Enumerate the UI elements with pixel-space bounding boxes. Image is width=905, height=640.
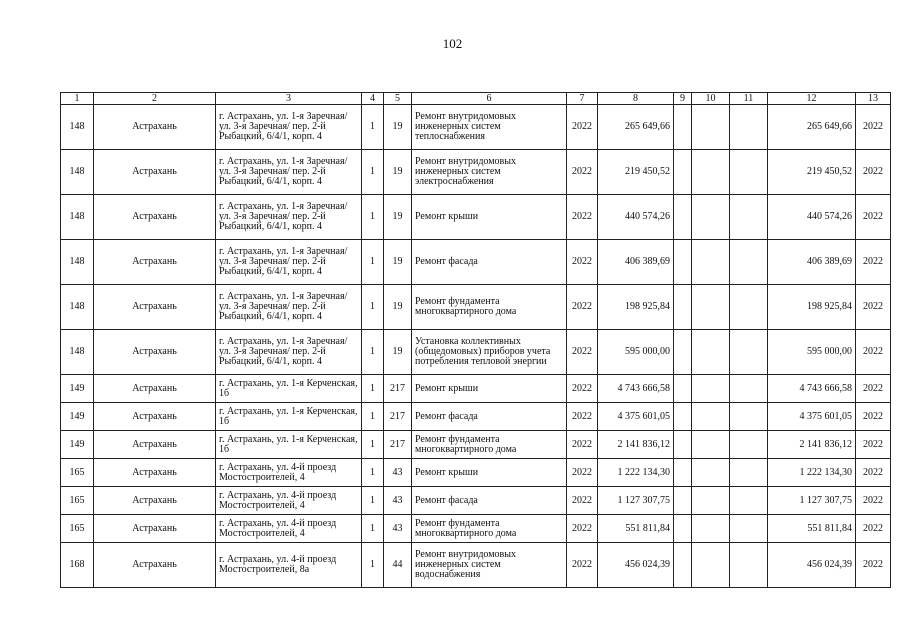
empty-cell	[674, 403, 692, 431]
empty-cell	[692, 403, 730, 431]
empty-cell	[730, 105, 768, 150]
work-type-cell: Ремонт фасада	[412, 403, 567, 431]
cost-cell: 551 811,84	[598, 515, 674, 543]
table-row	[61, 515, 891, 543]
completion-year-cell: 2022	[856, 403, 891, 431]
address-cell: г. Астрахань, ул. 4-й проезд Мостостроителей, 4	[216, 487, 362, 515]
empty-cell	[692, 515, 730, 543]
empty-cell	[674, 543, 692, 588]
row-number-cell: 149	[61, 431, 94, 459]
row-number-cell: 165	[61, 459, 94, 487]
year-cell: 2022	[567, 195, 598, 240]
work-type-cell: Ремонт фундамента многоквартирного дома	[412, 431, 567, 459]
empty-cell	[674, 431, 692, 459]
total-cost-cell: 265 649,66	[768, 105, 856, 150]
table-row	[61, 195, 891, 240]
building-count-cell: 1	[362, 240, 384, 285]
column-header: 7	[567, 93, 598, 105]
unit-count-cell: 43	[384, 459, 412, 487]
table-row	[61, 431, 891, 459]
total-cost-cell: 595 000,00	[768, 330, 856, 375]
total-cost-cell: 4 743 666,58	[768, 375, 856, 403]
table-row	[61, 487, 891, 515]
empty-cell	[674, 240, 692, 285]
table-row	[61, 375, 891, 403]
table-row	[61, 240, 891, 285]
cost-cell: 1 127 307,75	[598, 487, 674, 515]
empty-cell	[730, 515, 768, 543]
empty-cell	[674, 150, 692, 195]
building-count-cell: 1	[362, 543, 384, 588]
unit-count-cell: 19	[384, 195, 412, 240]
row-number-cell: 148	[61, 150, 94, 195]
empty-cell	[730, 459, 768, 487]
city-cell: Астрахань	[94, 150, 216, 195]
address-cell: г. Астрахань, ул. 1-я Керченская, 1б	[216, 431, 362, 459]
city-cell: Астрахань	[94, 403, 216, 431]
empty-cell	[692, 285, 730, 330]
empty-cell	[692, 150, 730, 195]
unit-count-cell: 19	[384, 240, 412, 285]
empty-cell	[730, 150, 768, 195]
completion-year-cell: 2022	[856, 330, 891, 375]
total-cost-cell: 456 024,39	[768, 543, 856, 588]
column-header: 4	[362, 93, 384, 105]
work-type-cell: Ремонт внутридомовых инженерных систем водоснабжения	[412, 543, 567, 588]
year-cell: 2022	[567, 543, 598, 588]
work-type-cell: Ремонт фундамента многоквартирного дома	[412, 285, 567, 330]
empty-cell	[692, 487, 730, 515]
empty-cell	[730, 240, 768, 285]
empty-cell	[692, 431, 730, 459]
year-cell: 2022	[567, 431, 598, 459]
city-cell: Астрахань	[94, 459, 216, 487]
cost-cell: 406 389,69	[598, 240, 674, 285]
cost-cell: 4 375 601,05	[598, 403, 674, 431]
work-type-cell: Ремонт фасада	[412, 487, 567, 515]
completion-year-cell: 2022	[856, 459, 891, 487]
city-cell: Астрахань	[94, 330, 216, 375]
empty-cell	[730, 375, 768, 403]
building-count-cell: 1	[362, 195, 384, 240]
unit-count-cell: 43	[384, 487, 412, 515]
column-header: 8	[598, 93, 674, 105]
year-cell: 2022	[567, 459, 598, 487]
empty-cell	[692, 459, 730, 487]
city-cell: Астрахань	[94, 375, 216, 403]
empty-cell	[730, 543, 768, 588]
completion-year-cell: 2022	[856, 195, 891, 240]
empty-cell	[674, 375, 692, 403]
unit-count-cell: 19	[384, 285, 412, 330]
table-row	[61, 285, 891, 330]
table-row	[61, 105, 891, 150]
city-cell: Астрахань	[94, 431, 216, 459]
empty-cell	[674, 105, 692, 150]
empty-cell	[692, 195, 730, 240]
empty-cell	[692, 105, 730, 150]
table-row	[61, 403, 891, 431]
total-cost-cell: 2 141 836,12	[768, 431, 856, 459]
empty-cell	[730, 195, 768, 240]
building-count-cell: 1	[362, 459, 384, 487]
empty-cell	[730, 285, 768, 330]
cost-cell: 4 743 666,58	[598, 375, 674, 403]
building-count-cell: 1	[362, 150, 384, 195]
year-cell: 2022	[567, 150, 598, 195]
total-cost-cell: 1 222 134,30	[768, 459, 856, 487]
city-cell: Астрахань	[94, 105, 216, 150]
address-cell: г. Астрахань, ул. 1-я Заречная/ ул. 3-я Заречная/ пер. 2-й Рыбацкий, 6/4/1, корп. 4	[216, 195, 362, 240]
row-number-cell: 148	[61, 195, 94, 240]
year-cell: 2022	[567, 515, 598, 543]
empty-cell	[692, 330, 730, 375]
work-type-cell: Ремонт крыши	[412, 195, 567, 240]
cost-cell: 219 450,52	[598, 150, 674, 195]
row-number-cell: 149	[61, 375, 94, 403]
completion-year-cell: 2022	[856, 515, 891, 543]
unit-count-cell: 217	[384, 431, 412, 459]
row-number-cell: 148	[61, 285, 94, 330]
column-header: 12	[768, 93, 856, 105]
address-cell: г. Астрахань, ул. 1-я Заречная/ ул. 3-я Заречная/ пер. 2-й Рыбацкий, 6/4/1, корп. 4	[216, 150, 362, 195]
unit-count-cell: 19	[384, 330, 412, 375]
building-count-cell: 1	[362, 375, 384, 403]
empty-cell	[674, 195, 692, 240]
total-cost-cell: 551 811,84	[768, 515, 856, 543]
empty-cell	[692, 240, 730, 285]
year-cell: 2022	[567, 375, 598, 403]
address-cell: г. Астрахань, ул. 4-й проезд Мостостроителей, 8а	[216, 543, 362, 588]
row-number-cell: 168	[61, 543, 94, 588]
city-cell: Астрахань	[94, 195, 216, 240]
row-number-cell: 148	[61, 105, 94, 150]
work-type-cell: Ремонт фундамента многоквартирного дома	[412, 515, 567, 543]
table-row	[61, 459, 891, 487]
empty-cell	[730, 431, 768, 459]
empty-cell	[674, 285, 692, 330]
column-header: 13	[856, 93, 891, 105]
unit-count-cell: 19	[384, 105, 412, 150]
table-row	[61, 330, 891, 375]
building-count-cell: 1	[362, 330, 384, 375]
row-number-cell: 148	[61, 330, 94, 375]
city-cell: Астрахань	[94, 515, 216, 543]
building-count-cell: 1	[362, 431, 384, 459]
address-cell: г. Астрахань, ул. 1-я Керченская, 1б	[216, 403, 362, 431]
completion-year-cell: 2022	[856, 285, 891, 330]
table-row	[61, 150, 891, 195]
city-cell: Астрахань	[94, 487, 216, 515]
address-cell: г. Астрахань, ул. 1-я Заречная/ ул. 3-я Заречная/ пер. 2-й Рыбацкий, 6/4/1, корп. 4	[216, 105, 362, 150]
column-header: 2	[94, 93, 216, 105]
unit-count-cell: 217	[384, 403, 412, 431]
cost-cell: 2 141 836,12	[598, 431, 674, 459]
cost-cell: 265 649,66	[598, 105, 674, 150]
column-header: 6	[412, 93, 567, 105]
year-cell: 2022	[567, 240, 598, 285]
empty-cell	[730, 330, 768, 375]
table-row	[61, 543, 891, 588]
total-cost-cell: 1 127 307,75	[768, 487, 856, 515]
year-cell: 2022	[567, 105, 598, 150]
empty-cell	[674, 459, 692, 487]
cost-cell: 1 222 134,30	[598, 459, 674, 487]
empty-cell	[730, 403, 768, 431]
cost-cell: 456 024,39	[598, 543, 674, 588]
empty-cell	[674, 515, 692, 543]
completion-year-cell: 2022	[856, 105, 891, 150]
completion-year-cell: 2022	[856, 543, 891, 588]
unit-count-cell: 43	[384, 515, 412, 543]
building-count-cell: 1	[362, 515, 384, 543]
work-type-cell: Установка коллективных (общедомовых) приборов учета потребления тепловой энергии	[412, 330, 567, 375]
completion-year-cell: 2022	[856, 487, 891, 515]
total-cost-cell: 440 574,26	[768, 195, 856, 240]
empty-cell	[674, 330, 692, 375]
total-cost-cell: 198 925,84	[768, 285, 856, 330]
year-cell: 2022	[567, 330, 598, 375]
unit-count-cell: 44	[384, 543, 412, 588]
address-cell: г. Астрахань, ул. 4-й проезд Мостостроителей, 4	[216, 515, 362, 543]
row-number-cell: 165	[61, 515, 94, 543]
address-cell: г. Астрахань, ул. 1-я Заречная/ ул. 3-я Заречная/ пер. 2-й Рыбацкий, 6/4/1, корп. 4	[216, 330, 362, 375]
capital-repair-table	[60, 92, 891, 588]
empty-cell	[692, 543, 730, 588]
city-cell: Астрахань	[94, 543, 216, 588]
completion-year-cell: 2022	[856, 150, 891, 195]
empty-cell	[692, 375, 730, 403]
unit-count-cell: 19	[384, 150, 412, 195]
page-number: 102	[442, 36, 463, 51]
address-cell: г. Астрахань, ул. 4-й проезд Мостостроителей, 4	[216, 459, 362, 487]
total-cost-cell: 219 450,52	[768, 150, 856, 195]
city-cell: Астрахань	[94, 285, 216, 330]
completion-year-cell: 2022	[856, 240, 891, 285]
cost-cell: 440 574,26	[598, 195, 674, 240]
cost-cell: 198 925,84	[598, 285, 674, 330]
completion-year-cell: 2022	[856, 431, 891, 459]
work-type-cell: Ремонт крыши	[412, 459, 567, 487]
cost-cell: 595 000,00	[598, 330, 674, 375]
year-cell: 2022	[567, 403, 598, 431]
column-header: 1	[61, 93, 94, 105]
work-type-cell: Ремонт внутридомовых инженерных систем электроснабжения	[412, 150, 567, 195]
building-count-cell: 1	[362, 285, 384, 330]
address-cell: г. Астрахань, ул. 1-я Заречная/ ул. 3-я Заречная/ пер. 2-й Рыбацкий, 6/4/1, корп. 4	[216, 240, 362, 285]
unit-count-cell: 217	[384, 375, 412, 403]
work-type-cell: Ремонт крыши	[412, 375, 567, 403]
column-number-row	[61, 93, 891, 105]
city-cell: Астрахань	[94, 240, 216, 285]
address-cell: г. Астрахань, ул. 1-я Заречная/ ул. 3-я Заречная/ пер. 2-й Рыбацкий, 6/4/1, корп. 4	[216, 285, 362, 330]
year-cell: 2022	[567, 487, 598, 515]
work-type-cell: Ремонт внутридомовых инженерных систем теплоснабжения	[412, 105, 567, 150]
row-number-cell: 149	[61, 403, 94, 431]
empty-cell	[674, 487, 692, 515]
work-type-cell: Ремонт фасада	[412, 240, 567, 285]
column-header: 10	[692, 93, 730, 105]
year-cell: 2022	[567, 285, 598, 330]
empty-cell	[730, 487, 768, 515]
building-count-cell: 1	[362, 487, 384, 515]
column-header: 11	[730, 93, 768, 105]
row-number-cell: 148	[61, 240, 94, 285]
column-header: 5	[384, 93, 412, 105]
building-count-cell: 1	[362, 403, 384, 431]
building-count-cell: 1	[362, 105, 384, 150]
total-cost-cell: 4 375 601,05	[768, 403, 856, 431]
completion-year-cell: 2022	[856, 375, 891, 403]
row-number-cell: 165	[61, 487, 94, 515]
column-header: 3	[216, 93, 362, 105]
total-cost-cell: 406 389,69	[768, 240, 856, 285]
address-cell: г. Астрахань, ул. 1-я Керченская, 1б	[216, 375, 362, 403]
column-header: 9	[674, 93, 692, 105]
